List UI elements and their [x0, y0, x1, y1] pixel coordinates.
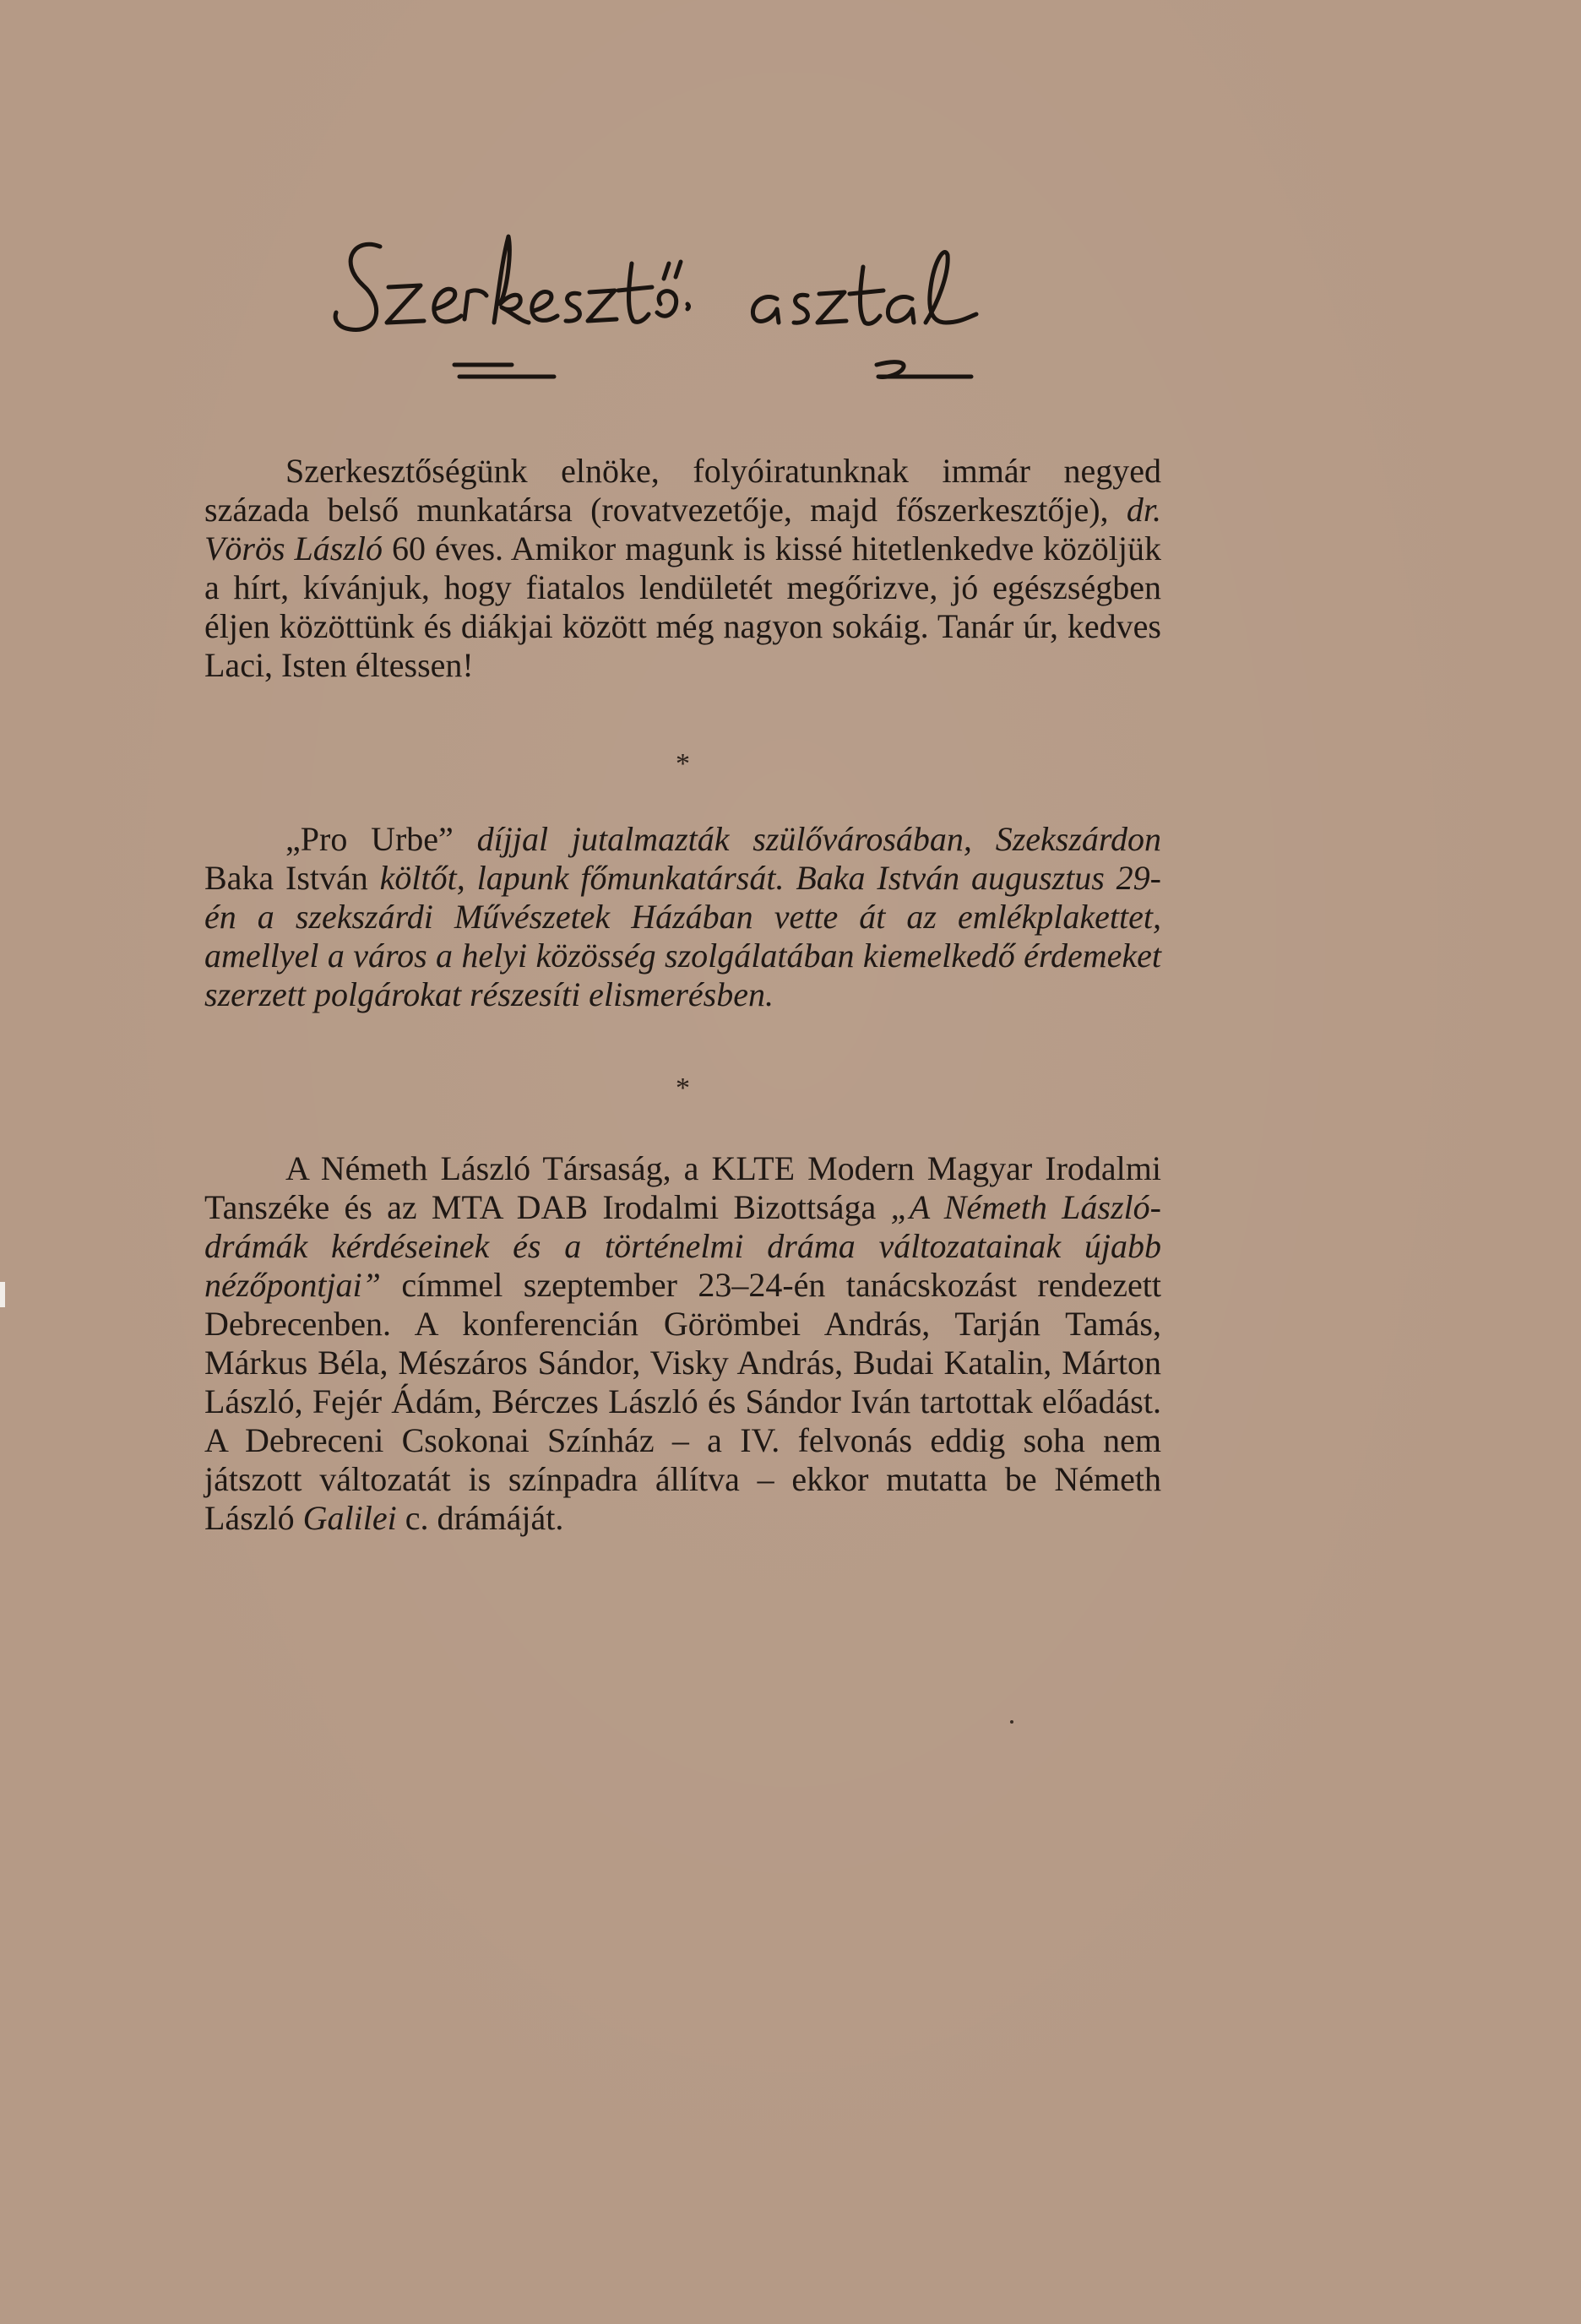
news-paragraph-1	[204, 452, 1161, 685]
separator-asterisk-1: *	[676, 748, 690, 779]
p2-person-name: Baka István	[204, 859, 368, 897]
p3-text-1: A Németh László Társaság, a KLTE Modern Magyar Irodalmi Tanszéke és az MTA DAB Irodalmi Bizottsága	[204, 1149, 1161, 1226]
p2-text-2: költőt, lapunk főmunkatársát. Baka István augusztus 29-én a szekszárdi Művészetek Házában vette át az emlékplakettet, amellyel a város a helyi közösség szolgálatában kiemelkedő érdemeket szerzett polgárokat részesíti elismerésben.	[204, 859, 1161, 1013]
scan-edge-mark	[0, 1282, 5, 1307]
p1-text-1: Szerkesztőségünk elnöke, folyóiratunknak immár negyed százada belső munkatársa (rovatvezetője, majd főszerkesztője),	[204, 452, 1161, 529]
p3-text-2: címmel szeptember 23–24-én tanácskozást rendezett Debrecenben. A konferencián Görömbei András, Tarján Tamás, Márkus Béla, Mészáros Sándor, Visky András, Budai Katalin, Márton László, Fejér Ádám, Bérczes László és Sándor Iván tartottak előadást. A Debreceni Csokonai Színház – a IV. felvonás eddig soha nem játszott változatát is színpadra állítva – ekkor mutatta be Németh László	[204, 1266, 1161, 1537]
p1-text-2: 60 éves. Amikor magunk is kissé hitetlenkedve közöljük a hírt, kívánjuk, hogy fiatalos lendületét megőrizve, jó egészségben éljen közöttünk és diákjai között még nagyon sokáig. Tanár úr, kedves Laci, Isten éltessen!	[204, 529, 1162, 684]
p2-text-1: díjjal jutalmazták szülővárosában, Szekszárdon	[453, 820, 1161, 858]
header	[0, 211, 1581, 414]
handwritten-title-logo	[321, 211, 1047, 405]
p3-conference-title: „A Németh László-drámák kérdéseinek és a történelmi dráma változatainak újabb nézőpontjai”	[204, 1188, 1161, 1304]
p2-award-name: „Pro Urbe”	[285, 820, 454, 858]
p3-text-3: c. drámáját.	[396, 1499, 564, 1537]
p3-work-title: Galilei	[302, 1499, 397, 1537]
separator-asterisk-2: *	[676, 1072, 690, 1104]
p1-person-name: dr. Vörös László	[204, 491, 1161, 567]
article-body	[204, 452, 1161, 1538]
paper-speck	[1010, 1720, 1013, 1724]
news-paragraph-3	[204, 1149, 1161, 1538]
news-paragraph-2	[204, 820, 1161, 1014]
